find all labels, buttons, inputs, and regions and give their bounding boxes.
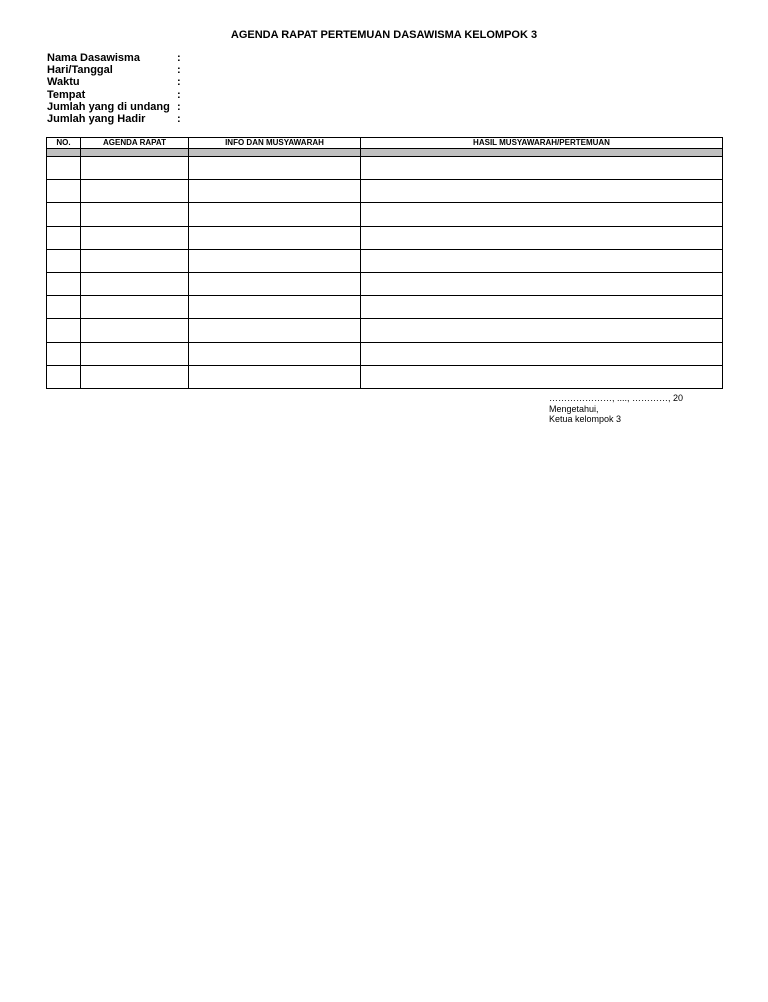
info-row-tempat — [47, 89, 181, 101]
cell-info — [189, 272, 361, 295]
cell-info — [189, 157, 361, 180]
cell-no — [47, 365, 81, 388]
cell-info — [189, 365, 361, 388]
cell-agenda — [81, 319, 189, 342]
info-label: Nama Dasawisma — [47, 52, 140, 64]
column-header-no: NO. — [47, 138, 81, 149]
cell-hasil — [361, 203, 723, 226]
cell-info — [189, 342, 361, 365]
cell-agenda — [81, 296, 189, 319]
info-row-jumlah-undang — [47, 101, 181, 113]
cell-info — [189, 296, 361, 319]
cell-no — [47, 226, 81, 249]
cell-hasil — [361, 180, 723, 203]
table-row — [47, 249, 723, 272]
info-label: Waktu — [47, 76, 80, 89]
cell-info — [189, 319, 361, 342]
cell-no — [47, 319, 81, 342]
cell-agenda — [81, 365, 189, 388]
cell-no — [47, 249, 81, 272]
cell-hasil — [361, 249, 723, 272]
agenda-table — [46, 137, 723, 389]
table-row — [47, 365, 723, 388]
cell-no — [47, 296, 81, 319]
cell-hasil — [361, 342, 723, 365]
table-row — [47, 272, 723, 295]
table-row — [47, 342, 723, 365]
column-header-agenda: AGENDA RAPAT — [81, 138, 189, 149]
info-colon: : — [177, 100, 181, 113]
cell-info — [189, 203, 361, 226]
cell-agenda — [81, 342, 189, 365]
cell-no — [47, 272, 81, 295]
shaded-cell — [47, 149, 81, 157]
info-row-nama-dasawisma — [47, 52, 181, 64]
info-label: Hari/Tanggal — [47, 64, 113, 77]
cell-hasil — [361, 226, 723, 249]
cell-agenda — [81, 157, 189, 180]
document-title: AGENDA RAPAT PERTEMUAN DASAWISMA KELOMPOK 3 — [230, 29, 538, 41]
info-colon: : — [177, 88, 181, 101]
info-row-waktu — [47, 76, 181, 88]
cell-no — [47, 342, 81, 365]
info-fields — [47, 52, 181, 125]
info-label: Jumlah yang Hadir — [47, 112, 146, 125]
table-row — [47, 319, 723, 342]
cell-hasil — [361, 157, 723, 180]
shaded-cell — [361, 149, 723, 157]
info-colon: : — [177, 76, 181, 89]
cell-info — [189, 226, 361, 249]
shaded-separator-row — [47, 149, 723, 157]
shaded-cell — [81, 149, 189, 157]
cell-hasil — [361, 296, 723, 319]
table-row — [47, 157, 723, 180]
info-colon: : — [177, 52, 181, 64]
cell-no — [47, 203, 81, 226]
cell-no — [47, 180, 81, 203]
info-colon: : — [177, 112, 181, 125]
cell-hasil — [361, 365, 723, 388]
cell-agenda — [81, 180, 189, 203]
info-row-jumlah-hadir — [47, 113, 181, 125]
signature-block — [549, 393, 683, 425]
info-label: Jumlah yang di undang — [47, 100, 170, 113]
table-row — [47, 203, 723, 226]
column-header-info: INFO DAN MUSYAWARAH — [189, 138, 361, 149]
cell-hasil — [361, 319, 723, 342]
table-row — [47, 296, 723, 319]
info-row-hari-tanggal — [47, 64, 181, 76]
cell-info — [189, 180, 361, 203]
table-row — [47, 180, 723, 203]
cell-agenda — [81, 249, 189, 272]
cell-agenda — [81, 226, 189, 249]
info-colon: : — [177, 64, 181, 77]
table-header-row — [47, 138, 723, 149]
cell-no — [47, 157, 81, 180]
cell-info — [189, 249, 361, 272]
acknowledge-text: Mengetahui, — [549, 403, 599, 414]
cell-agenda — [81, 203, 189, 226]
date-line: …………………, ...., …………, 20 — [549, 393, 684, 403]
column-header-hasil: HASIL MUSYAWARAH/PERTEMUAN — [361, 138, 723, 149]
shaded-cell — [189, 149, 361, 157]
table-row — [47, 226, 723, 249]
signer-title: Ketua kelompok 3 — [549, 414, 622, 424]
info-label: Tempat — [47, 88, 86, 101]
cell-agenda — [81, 272, 189, 295]
cell-hasil — [361, 272, 723, 295]
